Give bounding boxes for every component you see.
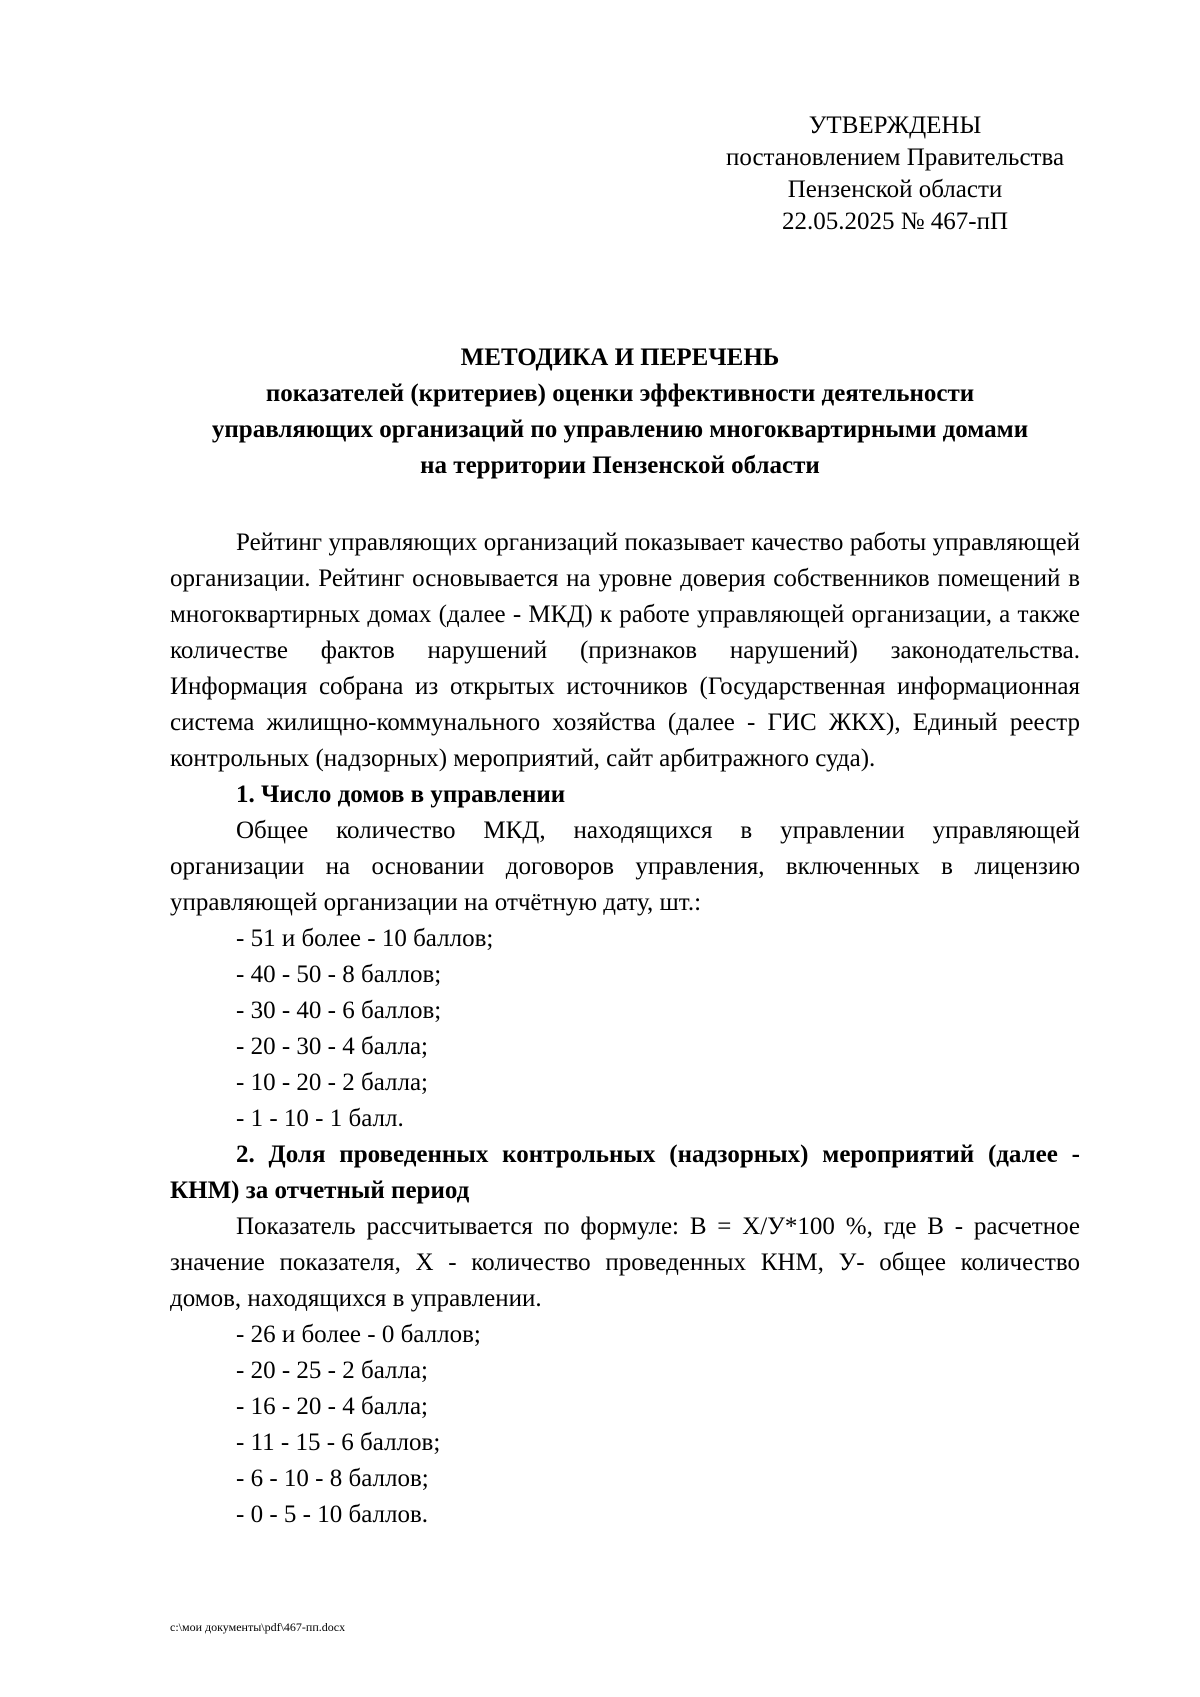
section-2-heading: 2. Доля проведенных контрольных (надзорных) мероприятий (далее - КНМ) за отчетный период [170, 1141, 1080, 1204]
section-1-item: - 10 - 20 - 2 балла; [236, 1069, 429, 1096]
intro-paragraph: Рейтинг управляющих организаций показывает качество работы управляющей организации. Рейтинг основывается на уровне доверия собственников помещений в многоквартирных домах (далее - МКД) к работе управляющей организации, а также количестве фактов нарушений (признаков нарушений) законодательства. Информация собрана из открытых источников (Государственная информационная система жилищно-коммунального хозяйства (далее - ГИС ЖКХ), Единый реестр контрольных (надзорных) мероприятий, сайт арбитражного суда). [170, 529, 1080, 772]
section-1-item: - 30 - 40 - 6 баллов; [236, 997, 442, 1024]
section-2-item: - 16 - 20 - 4 балла; [236, 1393, 429, 1420]
section-1-item: - 40 - 50 - 8 баллов; [236, 961, 442, 988]
section-2-item: - 20 - 25 - 2 балла; [236, 1357, 429, 1384]
title-line-2: показателей (критериев) оценки эффективности деятельности [265, 380, 975, 407]
section-1-text: Общее количество МКД, находящихся в управлении управляющей организации на основании договоров управления, включенных в лицензию управляющей организации на отчётную дату, шт.: [170, 817, 1080, 916]
file-path-footer: c:\мои документы\pdf\467-пп.docx [170, 1620, 346, 1634]
section-1-item: - 51 и более - 10 баллов; [236, 925, 494, 952]
section-1-heading: 1. Число домов в управлении [236, 781, 566, 808]
approval-line-1: УТВЕРЖДЕНЫ [808, 112, 982, 139]
section-2-item: - 11 - 15 - 6 баллов; [236, 1429, 441, 1456]
section-2-item: - 0 - 5 - 10 баллов. [236, 1501, 429, 1528]
approval-line-3: Пензенской области [787, 176, 1003, 203]
section-1-item: - 20 - 30 - 4 балла; [236, 1033, 429, 1060]
document-title [160, 340, 1080, 484]
section-2-text: Показатель рассчитывается по формуле: В = Х/У*100 %, где В - расчетное значение показателя, Х - количество проведенных КНМ, У- общее количество домов, находящихся в управлении. [170, 1213, 1080, 1312]
title-line-1: МЕТОДИКА И ПЕРЕЧЕНЬ [460, 344, 780, 371]
section-2-item: - 26 и более - 0 баллов; [236, 1321, 481, 1348]
title-line-3: управляющих организаций по управлению многоквартирными домами [211, 416, 1029, 443]
approval-line-4: 22.05.2025 № 467-пП [781, 208, 1009, 235]
approval-line-2: постановлением Правительства [725, 144, 1065, 171]
section-2-item: - 6 - 10 - 8 баллов; [236, 1465, 429, 1492]
title-line-4: на территории Пензенской области [420, 452, 820, 479]
document-body [170, 525, 1080, 1533]
approval-block [700, 110, 1090, 238]
section-1-item: - 1 - 10 - 1 балл. [236, 1105, 404, 1132]
